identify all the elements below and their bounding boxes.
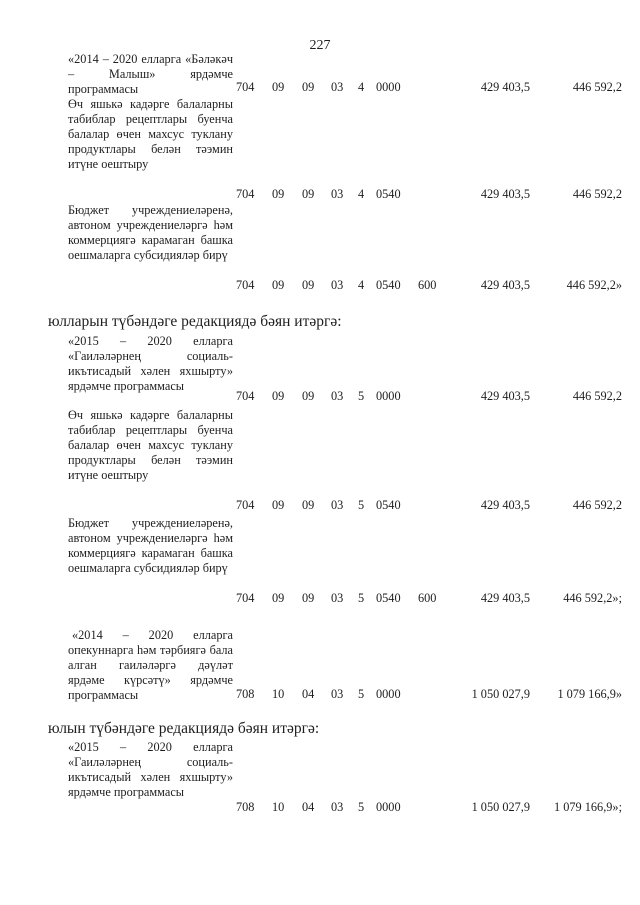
cell-program: 03 (331, 498, 344, 512)
cell-program: 03 (331, 389, 344, 403)
cell-direction: 0540 (376, 591, 401, 605)
cell-subsection: 09 (302, 80, 315, 94)
row-description: «2014 – 2020 елларга опекуннарга һәм тәрбиягә бала алган гаиләләргә дәүләт ярдәме күрсәтү» ярдәмче программасы (68, 628, 233, 702)
cell-subsection: 09 (302, 187, 315, 201)
section-intro: юлларын түбәндәге редакциядә бәян итәргә: (48, 313, 342, 330)
cell-code: 708 (236, 687, 255, 701)
cell-section: 10 (272, 800, 285, 814)
cell-year2: 446 592,2 (572, 389, 622, 403)
cell-direction: 0540 (376, 187, 401, 201)
cell-section: 09 (272, 591, 285, 605)
cell-subsection: 04 (302, 687, 315, 701)
cell-code: 704 (236, 498, 255, 512)
cell-year2: 446 592,2» (566, 278, 622, 292)
cell-subprogram: 5 (358, 687, 365, 701)
cell-program: 03 (331, 687, 344, 701)
row-description: «2014 – 2020 елларга «Бәләкәч – Малыш» ярдәмче программасы (68, 52, 233, 96)
cell-subprogram: 5 (358, 389, 365, 403)
cell-subsection: 09 (302, 498, 315, 512)
cell-type: 600 (418, 278, 437, 292)
cell-direction: 0000 (376, 800, 401, 814)
cell-year2: 446 592,2»; (563, 591, 622, 605)
cell-code: 704 (236, 591, 255, 605)
cell-subprogram: 4 (358, 187, 365, 201)
cell-subprogram: 5 (358, 591, 365, 605)
cell-program: 03 (331, 591, 344, 605)
cell-section: 09 (272, 389, 285, 403)
cell-code: 704 (236, 278, 255, 292)
section-intro: юлын түбәндәге редакциядә бәян итәргә: (48, 720, 320, 737)
cell-year1: 429 403,5 (480, 591, 530, 605)
cell-year1: 429 403,5 (480, 187, 530, 201)
cell-section: 09 (272, 80, 285, 94)
cell-section: 09 (272, 187, 285, 201)
cell-year2: 1 079 166,9» (557, 687, 622, 701)
cell-program: 03 (331, 800, 344, 814)
cell-direction: 0000 (376, 389, 401, 403)
cell-program: 03 (331, 80, 344, 94)
cell-direction: 0540 (376, 278, 401, 292)
cell-year2: 446 592,2 (572, 187, 622, 201)
cell-code: 704 (236, 389, 255, 403)
cell-year2: 1 079 166,9»; (554, 800, 622, 814)
cell-year2: 446 592,2 (572, 80, 622, 94)
cell-code: 704 (236, 80, 255, 94)
cell-year1: 429 403,5 (480, 389, 530, 403)
cell-direction: 0000 (376, 80, 401, 94)
cell-section: 09 (272, 498, 285, 512)
cell-subsection: 04 (302, 800, 315, 814)
cell-year1: 1 050 027,9 (471, 687, 530, 701)
cell-program: 03 (331, 278, 344, 292)
cell-year1: 429 403,5 (480, 498, 530, 512)
cell-year2: 446 592,2 (572, 498, 622, 512)
cell-subsection: 09 (302, 278, 315, 292)
row-description: «2015 – 2020 елларга «Гаиләләрнең социаль-икътисадый хәлен яхшырту» ярдәмче программасы (68, 334, 233, 393)
cell-subsection: 09 (302, 389, 315, 403)
cell-subprogram: 5 (358, 800, 365, 814)
row-description: Өч яшькә кадәрге балаларны табиблар рецептлары буенча балалар өчен махсус туклану продуктлары белән тәэмин итүне оештыру (68, 97, 233, 171)
cell-subprogram: 4 (358, 278, 365, 292)
cell-code: 704 (236, 187, 255, 201)
cell-subprogram: 4 (358, 80, 365, 94)
cell-direction: 0540 (376, 498, 401, 512)
row-description: Өч яшькә кадәрге балаларны табиблар рецептлары буенча балалар өчен махсус туклану продуктлары белән тәэмин итүне оештыру (68, 408, 233, 482)
page-number: 227 (309, 38, 331, 53)
cell-program: 03 (331, 187, 344, 201)
row-description: Бюджет учреждениеләренә, автоном учреждениеләргә һәм коммерциягә карамаган башка оешмаларга субсидияләр бирү (68, 516, 233, 575)
cell-section: 09 (272, 278, 285, 292)
cell-subprogram: 5 (358, 498, 365, 512)
row-description: «2015 – 2020 елларга «Гаиләләрнең социаль-икътисадый хәлен яхшырту» ярдәмче программасы (68, 740, 233, 799)
cell-year1: 1 050 027,9 (471, 800, 530, 814)
cell-subsection: 09 (302, 591, 315, 605)
cell-direction: 0000 (376, 687, 401, 701)
cell-type: 600 (418, 591, 437, 605)
row-description: Бюджет учреждениеләренә, автоном учреждениеләргә һәм коммерциягә карамаган башка оешмаларга субсидияләр бирү (68, 203, 233, 262)
cell-year1: 429 403,5 (480, 80, 530, 94)
cell-code: 708 (236, 800, 255, 814)
cell-year1: 429 403,5 (480, 278, 530, 292)
cell-section: 10 (272, 687, 285, 701)
